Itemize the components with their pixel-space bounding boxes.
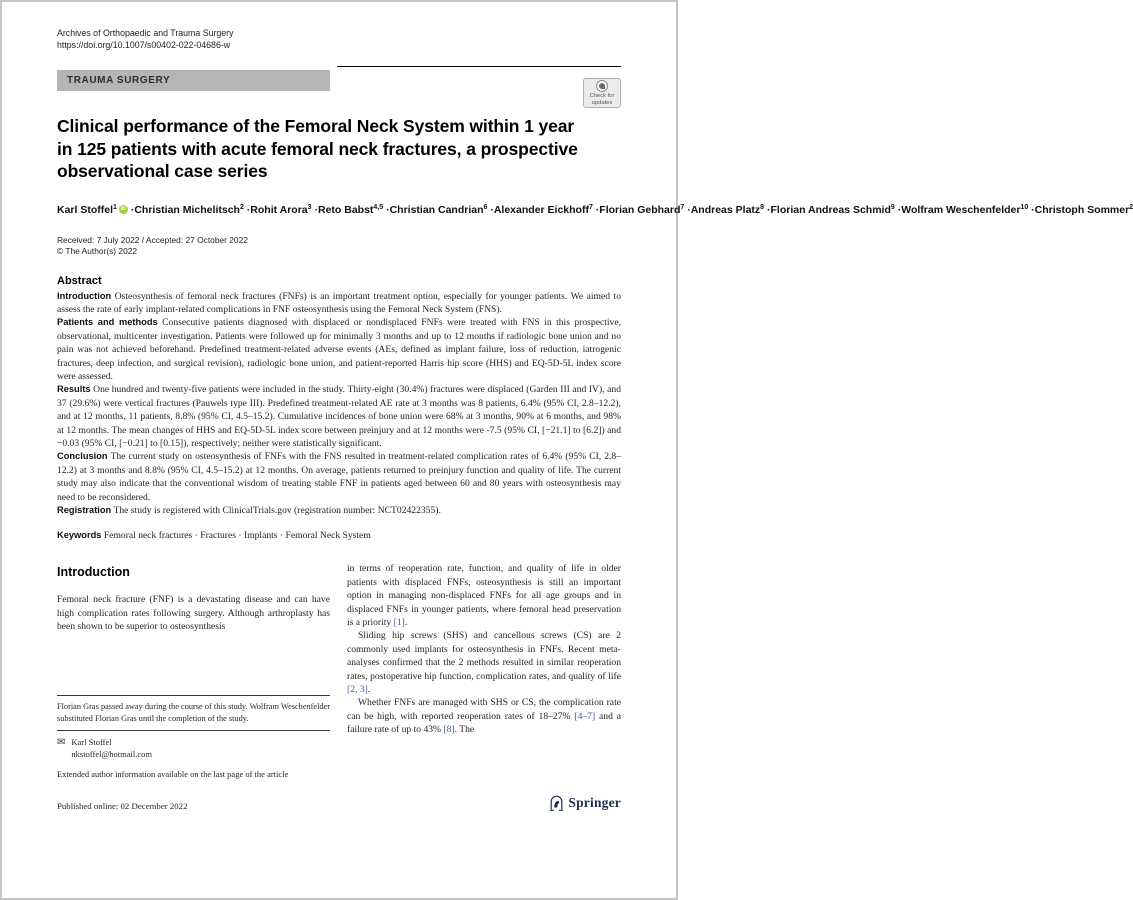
author: Reto Babst$^{4,5}$ · (318, 204, 390, 216)
copyright-line: © The Author(s) 2022 (57, 246, 138, 256)
springer-wordmark: Springer (568, 794, 621, 810)
footnote-rule (57, 695, 330, 696)
citation-ref[interactable]: [1] (393, 617, 405, 629)
abstract-heading: Abstract (57, 274, 102, 287)
article-title: Clinical performance of the Femoral Neck System within 1 year in 125 patients with acute femoral neck fractures, a prospective observational case series (57, 116, 578, 181)
springer-horse-icon (549, 794, 564, 811)
author: Andreas Platz$^8$ · (691, 204, 771, 216)
masthead (57, 28, 621, 106)
footnote-block (57, 695, 330, 780)
author: Wolfram Weschenfelder$^{10}$ · (901, 204, 1034, 216)
memorial-note: Florian Gras passed away during the course of this study. Wolfram Weschenfelder substituted Florian Gras until the completion of the study. (57, 702, 330, 723)
introduction-body-left (57, 562, 330, 633)
orcid-icon[interactable]: iD (120, 205, 126, 212)
intro-paragraph-1: in terms of reoperation rate, function, and quality of life in older patients with displaced FNFs, osteosynthesis is still an important option in managing non-displaced FNFs for all age groups and in displaced FNFs in younger patients, where femoral head preservation is a priority [1]. (347, 563, 621, 629)
abstract-methods: Patients and methods Consecutive patients diagnosed with displaced or nondisplaced FNFs were treated with FNS in this prospective, observational, multicenter investigation. Patients were followed up for minimally 3 months and up to 12 months if radiologic bone union and no pain was not achieved beforehand. Predefined treatment-related adverse events (AEs, defined as implant failure, loss of reduction, iatrogenic fractures, deep infection, and surgical revision), radiologic bone union, and patient-reported Harris hip score (HHS) and EQ-5D-5L index score were assessed. (57, 317, 622, 382)
keywords-line: Keywords Femoral neck fractures · Fractures · Implants · Femoral Neck System (57, 530, 371, 542)
section-header-row (57, 66, 621, 91)
abstract-registration: Registration The study is registered with ClinicalTrials.gov (registration number: NCT02422355). (57, 505, 441, 516)
author: Florian Gebhard$^7$ · (599, 204, 690, 216)
corresponding-email[interactable]: nkstoffel@hotmail.com (71, 748, 153, 759)
abstract-introduction: Introduction Osteosynthesis of femoral neck fractures (FNFs) is an important treatment option, especially for younger patients. We aimed to assess the rate of early implant-related complications in FNF osteosynthesis using the Femoral Neck System (FNS). (57, 290, 621, 315)
introduction-columns (57, 562, 621, 780)
envelope-icon: ✉ (57, 737, 66, 749)
article-history (57, 235, 621, 258)
author: Alexander Eickhoff$^7$ · (494, 204, 599, 216)
doi-link[interactable]: https://doi.org/10.1007/s00402-022-04686-w (57, 39, 231, 50)
intro-paragraph-left: Femoral neck fracture (FNF) is a devastating disease and can have high complication rates following surgery. Although arthroplasty has been shown to be superior to osteosynthesis (57, 594, 330, 633)
author: Karl Stoffel$^1$ iD · (57, 204, 134, 216)
right-column (347, 562, 621, 780)
correspondence (57, 737, 330, 760)
citation-ref[interactable]: [8] (443, 724, 455, 736)
page-footer (57, 794, 621, 811)
check-updates-label: Check for updates (589, 93, 615, 106)
corresponding-author: Karl Stoffel (71, 737, 112, 748)
footnote-rule (57, 730, 330, 731)
author: Florian Andreas Schmid$^9$ · (771, 204, 902, 216)
journal-name: Archives of Orthopaedic and Trauma Surgery (57, 28, 234, 38)
introduction-heading: Introduction (57, 565, 130, 580)
abstract-section (57, 275, 621, 518)
header-rule (337, 66, 621, 67)
author: Christian Candrian$^6$ · (390, 204, 494, 216)
citation-ref[interactable]: [2, 3] (347, 684, 368, 696)
author: Christoph Sommer$^2$ (1034, 203, 1133, 216)
left-column (57, 562, 330, 780)
abstract-conclusion: Conclusion The current study on osteosynthesis of FNFs with the FNS resulted in treatment-related complication rates of 6.4% (95% CI, 2.8–12.2) at 3 months and 8.8% (95% CI, 4.5–15.2) at 12 months. On average, patients returned to preinjury function and quality of life. The current study may also indicate that the conventional wisdom of treating stable FNF in patients aged between 60 and 80 years with osteosynthesis may need to be reconsidered. (57, 451, 621, 503)
received-accepted: Received: 7 July 2022 / Accepted: 27 October 2022 (57, 234, 248, 245)
author: Christian Michelitsch$^2$ · (134, 204, 250, 216)
section-badge: TRAUMA SURGERY (57, 70, 330, 91)
springer-logo (549, 794, 621, 811)
abstract-results: Results One hundred and twenty-five patients were included in the study. Thirty-eight (30.4%) fractures were displaced (Garden III and IV), and 37 (29.6%) were vertical fractures (Pauwels type III). Predefined treatment-related AE rate at 3 months was 8 patients, 6.4% (95% CI, 2.8–12.2), and at 12 months, 11 patients, 8.8% (95% CI, 4.5–15.2). Cumulative incidences of bone union were 68% at 3 months, 90% at 6 months, and 98% at 12 months. The mean changes of HHS and EQ-5D-5L index score between preinjury and at 12 months were -7.5 (95% CI, [−21.1] to [6.2]) and −0.03 (95% CI, [−0.21] to [0.15]), respectively; neither were statistically significant. (57, 384, 621, 449)
author-list (57, 200, 1133, 218)
crossmark-icon (596, 80, 608, 92)
extended-author-info: Extended author information available on the last page of the article (57, 769, 289, 780)
citation-ref[interactable]: [4–7] (574, 710, 596, 722)
check-for-updates-button[interactable] (583, 78, 621, 108)
author: Rohit Arora$^3$ · (250, 204, 318, 216)
published-online: Published online: 02 December 2022 (57, 801, 188, 812)
intro-paragraph-3: Whether FNFs are managed with SHS or CS, the complication rate can be high, with reported reoperation rates of 18–27% [4–7] and a failure rate of up to 43% [8]. The (347, 697, 621, 736)
intro-paragraph-2: Sliding hip screws (SHS) and cancellous screws (CS) are 2 commonly used implants for osteosynthesis in FNFs. Recent meta-analyses confirmed that the 2 methods resulted in similar reoperation rates, postoperative hip function, complication rates, and quality of life [2, 3]. (347, 630, 621, 696)
